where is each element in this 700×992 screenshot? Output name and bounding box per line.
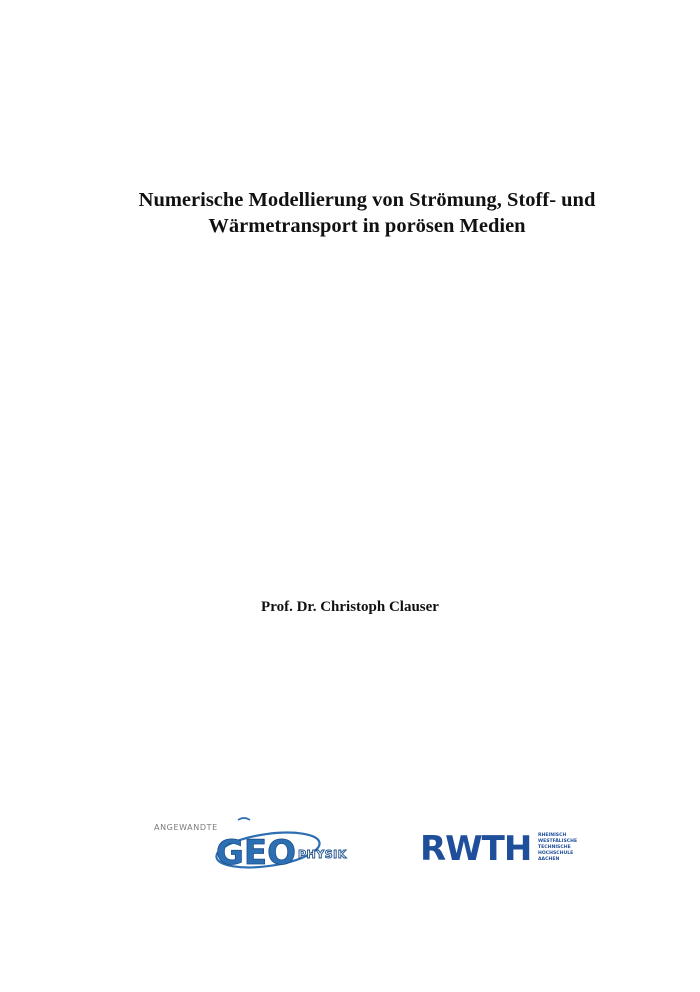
logo-rwth-sub-line-1: RHEINISCH xyxy=(538,833,567,838)
logo-geo-side-text: PHYSIK xyxy=(298,848,347,861)
logo-rwth-sub-line-3: TECHNISCHE xyxy=(538,845,571,850)
rwth-logo xyxy=(420,827,590,867)
document-title xyxy=(0,187,700,239)
logo-rwth-sub-line-4: HOCHSCHULE xyxy=(538,851,574,856)
title-line-2: Wärmetransport in porösen Medien xyxy=(208,215,526,237)
logo-rwth-sub-line-5: AACHEN xyxy=(538,857,560,862)
logo-rwth-sub-line-2: WESTFÄLISCHE xyxy=(538,839,578,844)
angewandte-geophysik-logo xyxy=(152,814,357,878)
title-line-1: Numerische Modellierung von Strömung, Stoff- und xyxy=(138,189,596,211)
logo-swoosh-tip xyxy=(238,818,250,820)
author-name: Prof. Dr. Christoph Clauser xyxy=(261,599,439,615)
logo-geo-main-text: GEO xyxy=(216,833,297,873)
logo-geo-top-text: ANGEWANDTE xyxy=(154,823,218,832)
logo-rwth-main-text: RWTH xyxy=(420,829,532,867)
